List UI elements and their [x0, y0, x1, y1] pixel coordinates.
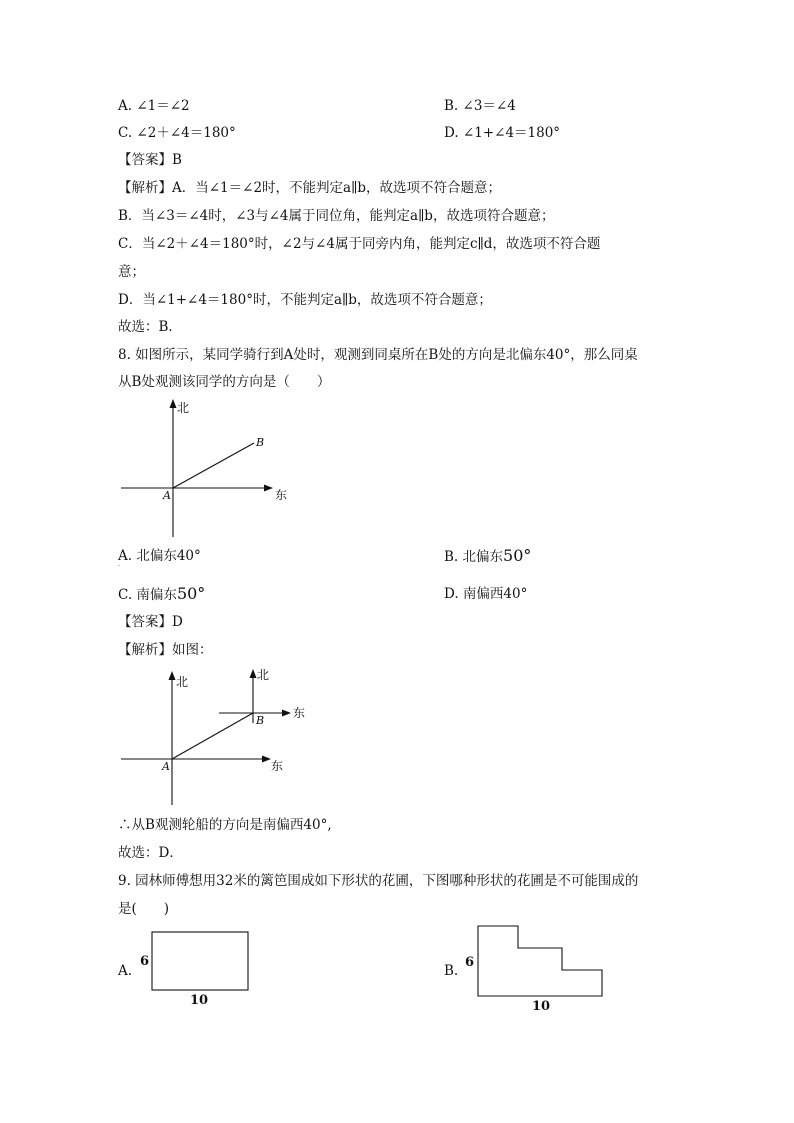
q9-option-b-label: B.: [444, 963, 459, 979]
bottom-length-label: 10: [532, 999, 551, 1014]
stray-dot: ·: [118, 563, 120, 570]
q7-analysis-1: 【解析】A．当∠1＝∠2时，不能判定a∥b，故选项不符合题意；: [118, 180, 501, 196]
q7-analysis-2: B．当∠3＝∠4时，∠3与∠4属于同位角，能判定a∥b，故选项符合题意；: [118, 208, 555, 224]
q8-option-c: [118, 585, 205, 604]
east-label-a: 东: [271, 759, 284, 773]
q7-option-a: A. ∠1＝∠2: [118, 98, 190, 114]
q8-option-b-value: 50°: [503, 546, 532, 565]
q9-option-a-rectangle: [135, 925, 260, 1010]
north-label-b: 北: [257, 668, 270, 682]
east-arrow-icon: [264, 485, 273, 492]
q9-option-a-label: A.: [118, 963, 133, 979]
north-arrow-b-icon: [250, 669, 257, 678]
east-label: 东: [275, 488, 288, 502]
q7-option-d: D. ∠1+∠4＝180°: [444, 125, 561, 141]
q8-option-b: [444, 547, 531, 566]
side-length-label: 6: [140, 954, 150, 969]
q7-analysis-3-cont: 意；: [118, 264, 145, 280]
q8-option-d: D. 南偏西40°: [444, 586, 528, 602]
q8-stem-line-2: 从B处观测该同学的方向是（ ）: [118, 374, 331, 390]
q8-stem-line-1: 8. 如图所示，某同学骑行到A处时，观测到同桌所在B处的方向是北偏东40°，那么同桌: [118, 347, 638, 363]
q8-option-c-value: 50°: [176, 584, 206, 603]
q7-option-b: B. ∠3＝∠4: [444, 98, 516, 114]
east-arrow-b-icon: [282, 710, 291, 717]
q9-stem-line-2: 是( ): [118, 901, 170, 917]
point-b-label: B: [256, 436, 265, 449]
q8-option-c-text: C. 南偏东: [118, 587, 177, 603]
q7-answer: 【答案】B: [118, 152, 182, 168]
east-arrow-a-icon: [262, 756, 271, 763]
staircase-shape: [478, 926, 602, 996]
q7-analysis-3: C．当∠2＋∠4＝180°时，∠2与∠4属于同旁内角，能判定c∥d，故选项不符合题: [118, 236, 601, 252]
north-label: 北: [177, 401, 190, 415]
q7-conclusion: 故选：B．: [118, 319, 182, 335]
q8-option-b-text: B. 北偏东: [444, 549, 504, 565]
east-label-b: 东: [293, 706, 306, 720]
q7-analysis-4: D．当∠1+∠4＝180°时，不能判定a∥b，故选项不符合题意；: [118, 292, 492, 308]
q9-option-b-staircase: [460, 920, 610, 1015]
q7-option-c: C. ∠2＋∠4＝180°: [118, 125, 236, 141]
north-arrow-icon: [170, 399, 177, 408]
segment-ab: [173, 443, 254, 488]
q8-direction-figure: [115, 395, 295, 540]
q8-analysis-head: 【解析】如图：: [118, 642, 213, 658]
q8-conclusion: 故选：D．: [118, 845, 183, 861]
point-a-label: A: [162, 760, 170, 773]
q8-option-a: A. 北偏东40°: [118, 548, 201, 564]
bottom-length-label: 10: [190, 993, 209, 1008]
north-label-a: 北: [176, 675, 189, 689]
q8-answer: 【答案】D: [118, 614, 183, 630]
point-a-label: A: [163, 489, 171, 502]
point-b-label: B: [256, 714, 265, 727]
q9-stem-line-1: 9. 园林师傅想用32米的篱笆围成如下形状的花圃，下图哪种形状的花圃是不可能围成的: [118, 873, 639, 889]
q8-therefore: ∴从B观测轮船的方向是南偏西40°,: [118, 817, 332, 833]
north-arrow-a-icon: [169, 671, 176, 680]
side-length-label: 6: [465, 955, 475, 970]
q8-solution-figure: [115, 665, 315, 810]
segment-ab: [172, 713, 253, 759]
rectangle-shape: [152, 932, 248, 990]
